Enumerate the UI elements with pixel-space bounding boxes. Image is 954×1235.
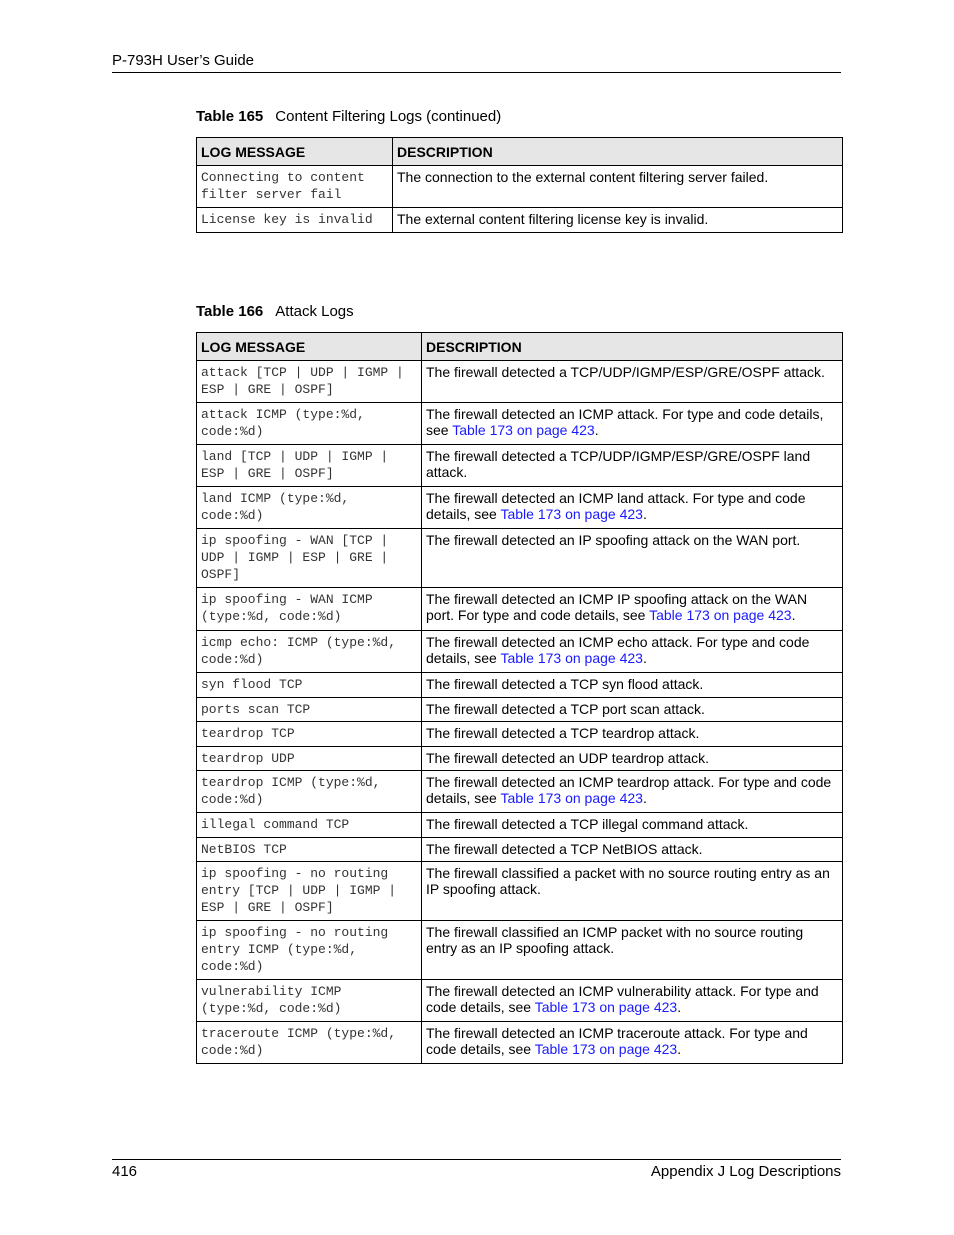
description-period: . — [791, 606, 796, 623]
table-row — [197, 698, 843, 722]
log-message-cell: teardrop UDP — [197, 747, 422, 771]
table-row — [197, 588, 843, 631]
description-period: . — [642, 789, 647, 806]
description-cell — [422, 771, 843, 813]
page-number: 416 — [112, 1163, 138, 1180]
description-cell — [422, 529, 843, 588]
table-row — [197, 673, 843, 698]
description-cell — [422, 361, 843, 403]
description-cell — [422, 487, 843, 529]
table-165-number: Table 165 — [196, 108, 264, 125]
description-text: The firewall detected an UDP teardrop attack. — [426, 750, 710, 766]
attack-logs-table — [196, 332, 843, 1064]
description-text: The firewall detected an ICMP land attack. For type and code details, see — [426, 490, 806, 522]
description-text: The firewall classified an ICMP packet with no source routing entry as an IP spoofing attack. — [426, 924, 804, 956]
description-text: The firewall detected a TCP illegal command attack. — [426, 816, 749, 832]
log-message-cell: ip spoofing - no routing entry ICMP (type:%d, code:%d) — [197, 921, 422, 980]
table-row — [197, 838, 843, 862]
log-message-cell: attack ICMP (type:%d, code:%d) — [197, 403, 422, 445]
description-text: The firewall detected an ICMP IP spoofing attack on the WAN port. For type and code details, see — [426, 591, 808, 623]
log-message-cell: syn flood TCP — [197, 673, 422, 698]
description-cell — [422, 747, 843, 771]
description-text: The firewall classified a packet with no source routing entry as an IP spoofing attack. — [426, 865, 830, 897]
description-cell — [422, 838, 843, 862]
log-message-cell: traceroute ICMP (type:%d, code:%d) — [197, 1022, 422, 1064]
log-message-cell: NetBIOS TCP — [197, 838, 422, 862]
table-row — [197, 631, 843, 673]
log-message-cell: ports scan TCP — [197, 698, 422, 722]
column-header-log-message: LOG MESSAGE — [197, 333, 422, 361]
description-text: The firewall detected an ICMP vulnerability attack. For type and code details, see — [426, 983, 819, 1015]
table-reference-link[interactable]: Table 173 on page 423 — [500, 505, 643, 522]
log-message-cell: teardrop TCP — [197, 722, 422, 747]
description-cell — [422, 403, 843, 445]
description-period: . — [642, 649, 647, 666]
description-period: . — [594, 421, 599, 438]
table-row — [197, 980, 843, 1022]
table-header-row — [197, 138, 843, 166]
description-cell — [422, 813, 843, 838]
description-text: The firewall detected an ICMP echo attack. For type and code details, see — [426, 634, 810, 666]
description-cell — [422, 673, 843, 698]
table-reference-link[interactable]: Table 173 on page 423 — [534, 998, 678, 1015]
description-text: The firewall detected a TCP teardrop attack. — [426, 725, 700, 741]
description-cell — [422, 445, 843, 487]
log-message-cell: ip spoofing - no routing entry [TCP | UDP | IGMP | ESP | GRE | OSPF] — [197, 862, 422, 921]
table-166-caption — [196, 303, 354, 320]
description-text: The firewall detected an ICMP traceroute attack. For type and code details, see — [426, 1025, 808, 1057]
table-166-number: Table 166 — [196, 303, 264, 320]
description-cell — [393, 208, 843, 233]
description-cell — [422, 588, 843, 631]
table-row — [197, 1022, 843, 1064]
table-reference-link[interactable]: Table 173 on page 423 — [500, 789, 643, 806]
guide-title: P-793H User’s Guide — [112, 52, 255, 69]
description-cell — [422, 722, 843, 747]
description-text: The firewall detected a TCP/UDP/IGMP/ESP/GRE/OSPF attack. — [426, 364, 825, 380]
table-row — [197, 529, 843, 588]
log-message-cell: License key is invalid — [197, 208, 393, 233]
description-cell — [422, 698, 843, 722]
table-row — [197, 771, 843, 813]
log-message-cell: Connecting to content filter server fail — [197, 166, 393, 208]
description-text: The firewall detected a TCP port scan attack. — [426, 701, 705, 717]
log-message-cell: ip spoofing - WAN [TCP | UDP | IGMP | ESP | GRE | OSPF] — [197, 529, 422, 588]
description-text: The external content filtering license key is invalid. — [397, 211, 709, 227]
table-165-title: Content Filtering Logs (continued) — [275, 108, 502, 125]
table-row — [197, 813, 843, 838]
table-row — [197, 747, 843, 771]
table-reference-link[interactable]: Table 173 on page 423 — [500, 649, 643, 666]
table-row — [197, 403, 843, 445]
description-text: The firewall detected an ICMP attack. For type and code details, see — [426, 406, 824, 438]
log-message-cell: illegal command TCP — [197, 813, 422, 838]
table-row — [197, 445, 843, 487]
description-text: The firewall detected a TCP/UDP/IGMP/ESP/GRE/OSPF land attack. — [426, 448, 811, 480]
table-reference-link[interactable]: Table 173 on page 423 — [649, 606, 792, 623]
description-period: . — [677, 998, 682, 1015]
column-header-description: DESCRIPTION — [422, 333, 843, 361]
section-title: Appendix J Log Descriptions — [650, 1163, 841, 1180]
table-row — [197, 208, 843, 233]
table-header-row — [197, 333, 843, 361]
content-filtering-logs-table — [196, 137, 843, 233]
description-period: . — [677, 1040, 682, 1057]
description-cell — [393, 166, 843, 208]
description-text: The firewall detected a TCP syn flood attack. — [426, 676, 704, 692]
log-message-cell: attack [TCP | UDP | IGMP | ESP | GRE | OSPF] — [197, 361, 422, 403]
log-message-cell: land [TCP | UDP | IGMP | ESP | GRE | OSPF] — [197, 445, 422, 487]
description-cell — [422, 1022, 843, 1064]
description-cell — [422, 921, 843, 980]
log-message-cell: land ICMP (type:%d, code:%d) — [197, 487, 422, 529]
description-text: The firewall detected an IP spoofing attack on the WAN port. — [426, 532, 801, 548]
log-message-cell: icmp echo: ICMP (type:%d, code:%d) — [197, 631, 422, 673]
description-period: . — [642, 505, 647, 522]
table-165-caption — [196, 108, 501, 125]
description-cell — [422, 980, 843, 1022]
description-cell — [422, 631, 843, 673]
column-header-log-message: LOG MESSAGE — [197, 138, 393, 166]
page-header — [112, 52, 841, 73]
column-header-description: DESCRIPTION — [393, 138, 843, 166]
table-row — [197, 166, 843, 208]
table-row — [197, 487, 843, 529]
table-reference-link[interactable]: Table 173 on page 423 — [534, 1040, 678, 1057]
description-cell — [422, 862, 843, 921]
table-row — [197, 921, 843, 980]
table-reference-link[interactable]: Table 173 on page 423 — [452, 421, 595, 438]
table-row — [197, 361, 843, 403]
description-text: The firewall detected a TCP NetBIOS attack. — [426, 841, 703, 857]
description-text: The connection to the external content filtering server failed. — [397, 169, 769, 185]
page-footer — [112, 1159, 841, 1180]
log-message-cell: teardrop ICMP (type:%d, code:%d) — [197, 771, 422, 813]
description-text: The firewall detected an ICMP teardrop attack. For type and code details, see — [426, 774, 832, 806]
table-166-title: Attack Logs — [275, 303, 354, 320]
table-row — [197, 722, 843, 747]
log-message-cell: vulnerability ICMP (type:%d, code:%d) — [197, 980, 422, 1022]
log-message-cell: ip spoofing - WAN ICMP (type:%d, code:%d) — [197, 588, 422, 631]
table-row — [197, 862, 843, 921]
